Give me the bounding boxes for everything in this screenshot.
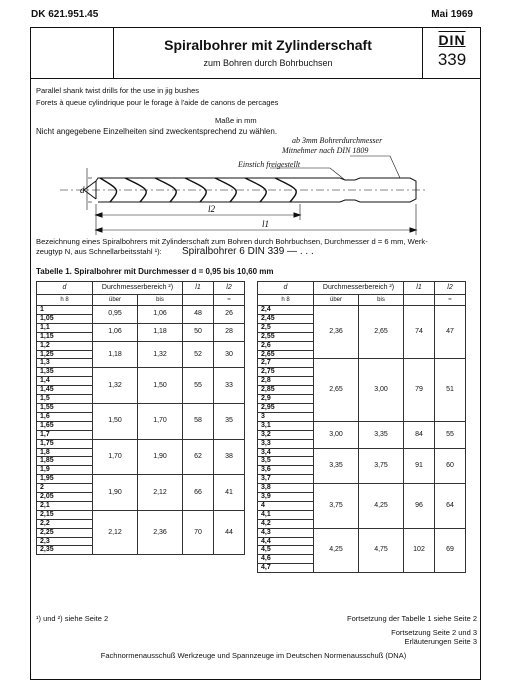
- designation-text-1: Bezeichnung eines Spiralbohrers mit Zylinderschaft zum Bohren durch Bohrbuchsen, Durchmesser d = 6 mm, Werk-: [36, 237, 428, 246]
- general-note: Nicht angegebene Einzelheiten sind zweckentsprechend zu wählen.: [36, 127, 278, 136]
- l1-cell: 50: [183, 323, 214, 341]
- diameter-cell: 1,5: [37, 395, 93, 404]
- l2-cell: 47: [435, 306, 466, 359]
- diameter-cell: 2,3: [37, 537, 93, 546]
- diameter-cell: 4,3: [258, 528, 314, 537]
- table-row: [37, 403, 245, 412]
- table-row: [258, 528, 466, 537]
- range-over-cell: 2,12: [93, 510, 138, 555]
- col-header-range: Durchmesserbereich ²): [314, 282, 404, 295]
- diameter-cell: 1,65: [37, 421, 93, 430]
- range-over-cell: 1,18: [93, 341, 138, 368]
- diameter-cell: 2,4: [258, 306, 314, 315]
- range-over-cell: 1,06: [93, 323, 138, 341]
- l1-cell: 52: [183, 341, 214, 368]
- dk-number: DK 621.951.45: [31, 9, 99, 20]
- range-to-cell: 4,75: [359, 528, 404, 573]
- range-to-cell: 2,36: [138, 510, 183, 555]
- range-over-cell: 1,32: [93, 368, 138, 404]
- col-sub-to: bis: [359, 295, 404, 306]
- l1-cell: 79: [404, 359, 435, 421]
- diameter-cell: 2,65: [258, 350, 314, 359]
- diameter-cell: 1,4: [37, 377, 93, 386]
- l1-cell: 96: [404, 484, 435, 529]
- l2-cell: 44: [214, 510, 245, 555]
- table-row: [258, 359, 466, 368]
- units-note: Maße in mm: [215, 116, 257, 125]
- l2-cell: 64: [435, 484, 466, 529]
- diameter-cell: 1,2: [37, 341, 93, 350]
- range-to-cell: 3,35: [359, 421, 404, 448]
- col-header-range: Durchmesserbereich ²): [93, 282, 183, 295]
- l1-cell: 48: [183, 306, 214, 324]
- diameter-cell: 2,8: [258, 377, 314, 386]
- diameter-cell: 2,05: [37, 493, 93, 502]
- col-sub-over: über: [314, 295, 359, 306]
- l1-cell: 84: [404, 421, 435, 448]
- table-row: [258, 448, 466, 457]
- range-to-cell: 1,06: [138, 306, 183, 324]
- label-l2: l2: [208, 204, 216, 214]
- col-header-l2: l2: [214, 282, 245, 295]
- col-header-d: d: [37, 282, 93, 295]
- document-subtitle: zum Bohren durch Bohrbuchsen: [203, 58, 333, 68]
- col-sub-h8: h 8: [37, 295, 93, 306]
- l2-cell: 51: [435, 359, 466, 421]
- col-sub-over: über: [93, 295, 138, 306]
- diameter-cell: 3,1: [258, 421, 314, 430]
- diameter-cell: 2,15: [37, 510, 93, 519]
- range-over-cell: 3,75: [314, 484, 359, 529]
- committee-line: Fachnormenausschuß Werkzeuge und Spannzeuge im Deutschen Normenausschuß (DNA): [100, 651, 407, 660]
- diameter-cell: 3,3: [258, 439, 314, 448]
- range-over-cell: 0,95: [93, 306, 138, 324]
- col-sub-blank: [404, 295, 435, 306]
- range-over-cell: 3,00: [314, 421, 359, 448]
- explanations-page: Erläuterungen Seite 3: [404, 637, 477, 646]
- diameter-cell: 1,35: [37, 368, 93, 377]
- table-left: [36, 281, 245, 555]
- diameter-cell: 3,5: [258, 457, 314, 466]
- table-row: [37, 323, 245, 332]
- l1-cell: 58: [183, 403, 214, 439]
- range-to-cell: 2,65: [359, 306, 404, 359]
- diameter-cell: 4,1: [258, 510, 314, 519]
- diameter-cell: 3,4: [258, 448, 314, 457]
- diameter-cell: 1,1: [37, 323, 93, 332]
- diameter-cell: 2,25: [37, 528, 93, 537]
- range-to-cell: 1,90: [138, 439, 183, 475]
- label-d: d: [80, 185, 85, 195]
- table-continued: Fortsetzung der Tabelle 1 siehe Seite 2: [347, 614, 477, 623]
- drawing-note-1: ab 3mm Bohrerdurchmesser: [292, 136, 383, 145]
- l2-cell: 60: [435, 448, 466, 484]
- col-sub-blank: [183, 295, 214, 306]
- l1-cell: 66: [183, 475, 214, 511]
- range-over-cell: 2,65: [314, 359, 359, 421]
- table-row: [258, 421, 466, 430]
- table-row: [37, 510, 245, 519]
- tang-leader: [350, 156, 400, 178]
- l1-cell: 55: [183, 368, 214, 404]
- col-sub-approx: ≈: [435, 295, 466, 306]
- continuation-pages: Fortsetzung Seite 2 und 3: [391, 628, 477, 637]
- diameter-cell: 4,6: [258, 555, 314, 564]
- designation-text-2: zeugtyp N, aus Schnellarbeitsstahl ¹):: [36, 247, 162, 256]
- range-over-cell: 1,70: [93, 439, 138, 475]
- diameter-cell: 2,95: [258, 403, 314, 412]
- footnote: ¹) und ²) siehe Seite 2: [36, 614, 109, 623]
- l1-cell: 91: [404, 448, 435, 484]
- diameter-cell: 2,85: [258, 386, 314, 395]
- range-to-cell: 3,75: [359, 448, 404, 484]
- diameter-cell: 2,6: [258, 341, 314, 350]
- diameter-cell: 1,6: [37, 412, 93, 421]
- col-sub-approx: ≈: [214, 295, 245, 306]
- diameter-cell: 2,9: [258, 395, 314, 404]
- table-row: [37, 368, 245, 377]
- diameter-cell: 3,8: [258, 484, 314, 493]
- diameter-cell: 3,6: [258, 466, 314, 475]
- range-to-cell: 2,12: [138, 475, 183, 511]
- diameter-cell: 4,2: [258, 519, 314, 528]
- col-header-l1: l1: [183, 282, 214, 295]
- designation-example: Spiralbohrer 6 DIN 339 — . . .: [182, 246, 314, 257]
- diameter-cell: 2: [37, 484, 93, 493]
- diameter-cell: 2,75: [258, 368, 314, 377]
- diameter-cell: 3,2: [258, 430, 314, 439]
- l1-cell: 70: [183, 510, 214, 555]
- drawing-note-3: Einstich freigestellt: [238, 160, 301, 169]
- col-header-l2: l2: [435, 282, 466, 295]
- diameter-cell: 2,2: [37, 519, 93, 528]
- col-header-d: d: [258, 282, 314, 295]
- diameter-cell: 1,25: [37, 350, 93, 359]
- diameter-cell: 2,45: [258, 314, 314, 323]
- range-to-cell: 1,70: [138, 403, 183, 439]
- l2-cell: 35: [214, 403, 245, 439]
- diameter-cell: 1,8: [37, 448, 93, 457]
- l1-cell: 62: [183, 439, 214, 475]
- diameter-cell: 1,15: [37, 332, 93, 341]
- diameter-cell: 2,5: [258, 323, 314, 332]
- din-number: 339: [437, 50, 467, 69]
- diameter-cell: 2,7: [258, 359, 314, 368]
- col-header-l1: l1: [404, 282, 435, 295]
- diameter-cell: 1,85: [37, 457, 93, 466]
- range-to-cell: 1,18: [138, 323, 183, 341]
- range-over-cell: 4,25: [314, 528, 359, 573]
- table-row: [258, 306, 466, 315]
- l2-cell: 41: [214, 475, 245, 511]
- range-to-cell: 1,50: [138, 368, 183, 404]
- diameter-cell: 3: [258, 412, 314, 421]
- diameter-cell: 1,3: [37, 359, 93, 368]
- english-title: Parallel shank twist drills for the use in jig bushes: [36, 86, 199, 95]
- col-sub-h8: h 8: [258, 295, 314, 306]
- range-to-cell: 1,32: [138, 341, 183, 368]
- diameter-cell: 1,9: [37, 466, 93, 475]
- label-l1: l1: [262, 219, 270, 229]
- l2-cell: 69: [435, 528, 466, 573]
- l2-cell: 28: [214, 323, 245, 341]
- l2-cell: 30: [214, 341, 245, 368]
- l2-cell: 33: [214, 368, 245, 404]
- table-right: [257, 281, 466, 573]
- l1-cell: 74: [404, 306, 435, 359]
- diameter-cell: 1,75: [37, 439, 93, 448]
- diameter-cell: 1,95: [37, 475, 93, 484]
- diameter-cell: 2,55: [258, 332, 314, 341]
- table-row: [258, 484, 466, 493]
- document-title: Spiralbohrer mit Zylinderschaft: [164, 37, 372, 53]
- diameter-cell: 4: [258, 501, 314, 510]
- diameter-cell: 1,45: [37, 386, 93, 395]
- l1-cell: 102: [404, 528, 435, 573]
- diameter-cell: 2,1: [37, 501, 93, 510]
- l2-cell: 26: [214, 306, 245, 324]
- table-row: [37, 439, 245, 448]
- diameter-cell: 1: [37, 306, 93, 315]
- range-over-cell: 2,36: [314, 306, 359, 359]
- diameter-cell: 1,05: [37, 314, 93, 323]
- range-over-cell: 1,90: [93, 475, 138, 511]
- diameter-cell: 1,7: [37, 430, 93, 439]
- drawing-note-2: Mitnehmer nach DIN 1809: [282, 146, 369, 155]
- range-to-cell: 3,00: [359, 359, 404, 421]
- table-row: [37, 306, 245, 315]
- l2-cell: 55: [435, 421, 466, 448]
- issue-date: Mai 1969: [431, 9, 473, 20]
- table-row: [37, 341, 245, 350]
- diameter-cell: 4,5: [258, 546, 314, 555]
- range-over-cell: 3,35: [314, 448, 359, 484]
- diameter-cell: 4,4: [258, 537, 314, 546]
- table-caption: Tabelle 1. Spiralbohrer mit Durchmesser d = 0,95 bis 10,60 mm: [36, 267, 274, 276]
- range-to-cell: 4,25: [359, 484, 404, 529]
- range-over-cell: 1,50: [93, 403, 138, 439]
- diameter-cell: 3,7: [258, 475, 314, 484]
- din-label: DIN: [438, 32, 466, 48]
- col-sub-to: bis: [138, 295, 183, 306]
- diameter-cell: 1,55: [37, 403, 93, 412]
- french-title: Forets à queue cylindrique pour le forage à l'aide de canons de percages: [36, 98, 279, 107]
- diameter-cell: 4,7: [258, 564, 314, 573]
- diameter-cell: 3,9: [258, 493, 314, 502]
- table-row: [37, 475, 245, 484]
- l2-cell: 38: [214, 439, 245, 475]
- diameter-cell: 2,35: [37, 546, 93, 555]
